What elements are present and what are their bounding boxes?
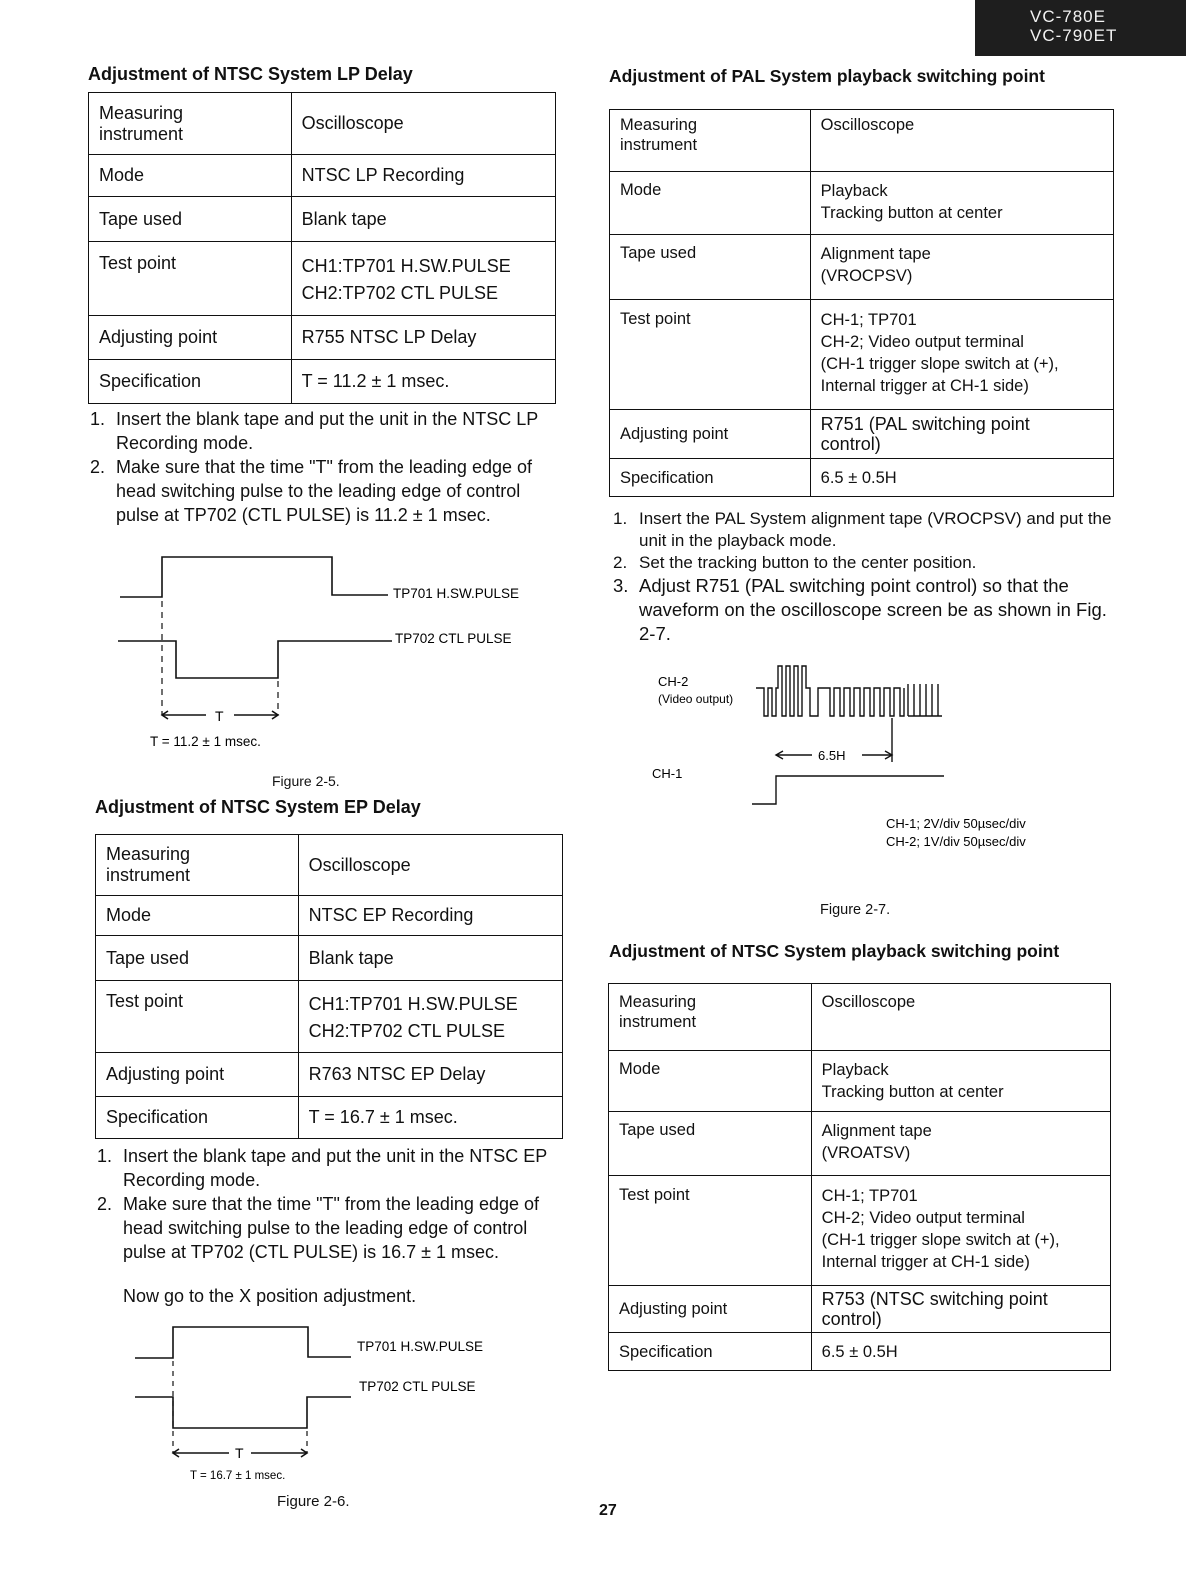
table-row [96, 1097, 563, 1139]
row-label: Measuring instrument [89, 93, 292, 155]
ctl-pulse-label: TP702 CTL PULSE [395, 631, 512, 646]
ntsc-spec-table [608, 983, 1111, 1371]
model-name: VC-790ET [1030, 26, 1118, 45]
row-label: Adjusting point [89, 316, 292, 360]
lp-spec-table [88, 92, 556, 404]
ep-steps [97, 1144, 563, 1264]
list-item: 2. Set the tracking button to the center position. [613, 553, 977, 572]
row-label: Tape used [609, 1112, 812, 1176]
lp-section-title: Adjustment of NTSC System LP Delay [88, 64, 413, 84]
row-label: Mode [609, 1051, 812, 1112]
lp-steps [90, 407, 556, 527]
hsw-pulse-waveform [120, 557, 388, 597]
row-label: Test point [609, 1176, 812, 1286]
row-label: Mode [89, 155, 292, 197]
row-label: Specification [89, 360, 292, 404]
row-value: Blank tape [298, 936, 562, 981]
row-value: 6.5 ± 0.5H [810, 459, 1113, 497]
row-label: Mode [610, 172, 811, 235]
table-row [610, 172, 1114, 235]
ch2-label: CH-2 [658, 674, 689, 689]
table-row [609, 1286, 1111, 1333]
table-row [96, 1053, 563, 1097]
ch1-waveform [752, 776, 944, 804]
table-row [609, 1176, 1111, 1286]
row-value: 6.5 ± 0.5H [811, 1333, 1110, 1371]
row-value: Alignment tape (VROATSV) [811, 1112, 1110, 1176]
list-item: 1. Insert the blank tape and put the unit in the NTSC EP Recording mode. [97, 1146, 547, 1190]
pal-waveform-diagram [652, 656, 1102, 856]
table-row [96, 896, 563, 936]
table-row [609, 984, 1111, 1051]
scale-ch1: CH-1; 2V/div 50µsec/div [886, 816, 1026, 831]
row-value: R751 (PAL switching point control) [810, 410, 1113, 459]
row-label: Tape used [89, 197, 292, 242]
row-label: Specification [609, 1333, 812, 1371]
figure-caption: Figure 2-7. [820, 902, 891, 918]
table-row [89, 197, 556, 242]
table-row [96, 936, 563, 981]
row-value: NTSC EP Recording [298, 896, 562, 936]
row-value: R755 NTSC LP Delay [291, 316, 555, 360]
table-row [610, 410, 1114, 459]
table-row [89, 155, 556, 197]
model-header [975, 0, 1186, 56]
row-label: Tape used [610, 235, 811, 300]
list-item: 3. Adjust R751 (PAL switching point control) so that the waveform on the oscilloscope screen be as shown in Fig. 2-7. [613, 575, 1107, 644]
table-row [96, 981, 563, 1053]
row-value: CH-1; TP701 CH-2; Video output terminal (CH-1 trigger slope switch at (+), Internal trigger at CH-1 side) [811, 1176, 1110, 1286]
ntsc-section-title: Adjustment of NTSC System playback switching point [609, 941, 1060, 961]
row-label: Measuring instrument [609, 984, 812, 1051]
table-row [609, 1051, 1111, 1112]
row-value: T = 11.2 ± 1 msec. [291, 360, 555, 404]
list-item: 2. Make sure that the time "T" from the leading edge of head switching pulse to the leading edge of control pulse at TP702 (CTL PULSE) is 16.7 ± 1 msec. [97, 1194, 539, 1262]
pal-section-title: Adjustment of PAL System playback switching point [609, 66, 1045, 86]
table-row [96, 835, 563, 896]
figure-caption: Figure 2-6. [277, 1493, 350, 1510]
ctl-pulse-label: TP702 CTL PULSE [359, 1379, 476, 1394]
row-label: Tape used [96, 936, 299, 981]
table-row [89, 316, 556, 360]
table-row [610, 110, 1114, 172]
row-value: Alignment tape (VROCPSV) [810, 235, 1113, 300]
row-label: Test point [96, 981, 299, 1053]
row-label: Adjusting point [610, 410, 811, 459]
hsw-pulse-waveform [135, 1327, 351, 1358]
row-label: Test point [89, 242, 292, 316]
table-row [89, 242, 556, 316]
table-row [89, 360, 556, 404]
ctl-pulse-waveform [118, 641, 392, 678]
row-value: NTSC LP Recording [291, 155, 555, 197]
row-value: R753 (NTSC switching point control) [811, 1286, 1110, 1333]
row-label: Measuring instrument [610, 110, 811, 172]
row-label: Test point [610, 300, 811, 410]
row-label: Adjusting point [609, 1286, 812, 1333]
ep-spec-table [95, 834, 563, 1139]
row-value: Oscilloscope [811, 984, 1110, 1051]
row-value: T = 16.7 ± 1 msec. [298, 1097, 562, 1139]
row-label: Specification [96, 1097, 299, 1139]
list-item: 1. Insert the PAL System alignment tape (VROCPSV) and put the unit in the playback mode. [613, 509, 1112, 550]
hsw-pulse-label: TP701 H.SW.PULSE [357, 1339, 484, 1354]
lp-timing-diagram [110, 555, 560, 755]
row-value: Oscilloscope [298, 835, 562, 896]
list-item: 2. Make sure that the time "T" from the leading edge of head switching pulse to the leading edge of control pulse at TP702 (CTL PULSE) is 11.2 ± 1 msec. [90, 457, 532, 525]
t-label: T [235, 1445, 244, 1461]
model-name: VC-780E [1030, 7, 1106, 26]
t-value: T = 16.7 ± 1 msec. [190, 1470, 286, 1482]
row-label: Mode [96, 896, 299, 936]
table-row [609, 1112, 1111, 1176]
table-row [610, 300, 1114, 410]
hsw-pulse-label: TP701 H.SW.PULSE [393, 586, 520, 601]
table-row [89, 93, 556, 155]
row-label: Measuring instrument [96, 835, 299, 896]
ep-section-title: Adjustment of NTSC System EP Delay [95, 797, 421, 817]
row-value: CH-1; TP701 CH-2; Video output terminal (CH-1 trigger slope switch at (+), Internal trigger at CH-1 side) [810, 300, 1113, 410]
list-item: 1. Insert the blank tape and put the unit in the NTSC LP Recording mode. [90, 409, 538, 453]
pal-steps [613, 508, 1113, 646]
scale-ch2: CH-2; 1V/div 50µsec/div [886, 834, 1026, 849]
ctl-pulse-waveform [135, 1397, 351, 1428]
row-value: CH1:TP701 H.SW.PULSE CH2:TP702 CTL PULSE [298, 981, 562, 1053]
row-value: Oscilloscope [291, 93, 555, 155]
table-row [609, 1333, 1111, 1371]
table-row [610, 235, 1114, 300]
page-number: 27 [599, 1502, 617, 1519]
figure-caption: Figure 2-5. [272, 773, 340, 789]
row-value: Oscilloscope [810, 110, 1113, 172]
next-step-note: Now go to the X position adjustment. [123, 1286, 417, 1306]
row-value: Blank tape [291, 197, 555, 242]
pal-spec-table [609, 109, 1114, 497]
table-row [610, 459, 1114, 497]
row-value: CH1:TP701 H.SW.PULSE CH2:TP702 CTL PULSE [291, 242, 555, 316]
row-label: Adjusting point [96, 1053, 299, 1097]
t-value: T = 11.2 ± 1 msec. [150, 734, 261, 749]
row-value: Playback Tracking button at center [810, 172, 1113, 235]
ch2-video-waveform [756, 666, 942, 716]
row-value: Playback Tracking button at center [811, 1051, 1110, 1112]
t-label: T [215, 708, 224, 724]
row-value: R763 NTSC EP Delay [298, 1053, 562, 1097]
ep-timing-diagram [125, 1325, 565, 1495]
row-label: Specification [610, 459, 811, 497]
ch1-label: CH-1 [652, 766, 683, 781]
interval-label: 6.5H [818, 748, 846, 763]
ch2-sub-label: (Video output) [658, 692, 734, 706]
